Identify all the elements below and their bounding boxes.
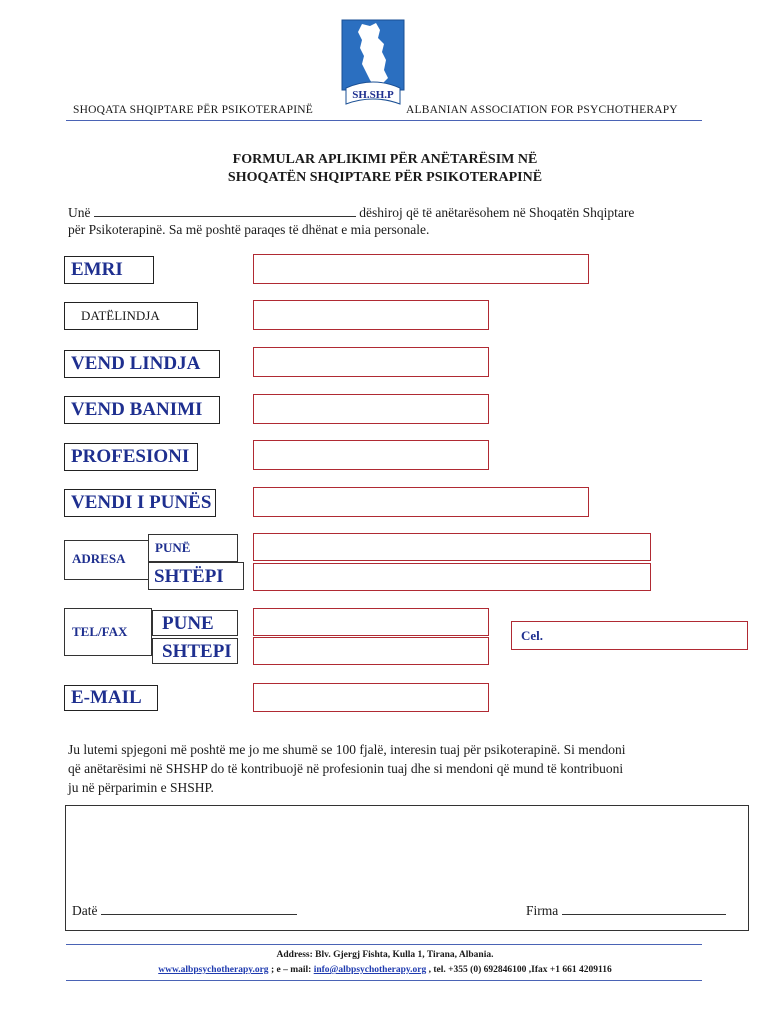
field-vendi-punes[interactable]: [253, 487, 589, 517]
label-profesioni-text: PROFESIONI: [71, 446, 190, 467]
label-vend-lindja: [64, 350, 220, 378]
instructions-line3: ju në përparimin e SHSHP.: [68, 780, 214, 795]
footer-address: Address: Blv. Gjergj Fishta, Kulla 1, Tirana, Albania.: [276, 950, 494, 960]
shshp-logo: [340, 18, 406, 110]
intro-line2: për Psikoterapinë. Sa më poshtë paraqes të dhënat e mia personale.: [68, 222, 430, 237]
label-tel-pune: PUNE: [162, 613, 214, 634]
field-cel[interactable]: [511, 621, 748, 650]
label-emri: [64, 256, 154, 284]
label-adresa-pune: PUNË: [155, 540, 191, 555]
label-datelindja: [64, 302, 198, 330]
label-email: [64, 685, 158, 711]
date-label: Datë: [72, 903, 98, 918]
firma-line: [526, 902, 726, 919]
date-line: [72, 902, 297, 919]
firma-blank[interactable]: [562, 902, 726, 915]
field-tel-pune[interactable]: [253, 608, 489, 636]
label-adresa: ADRESA: [72, 551, 126, 566]
footer-email-link[interactable]: info@albpsychotherapy.org: [313, 965, 427, 975]
label-datelindja-text: DATËLINDJA: [81, 308, 160, 323]
label-telfax: TEL/FAX: [72, 624, 128, 639]
label-vendi-punes: [64, 489, 216, 517]
label-profesioni: [64, 443, 198, 471]
intro-prefix: Unë: [68, 205, 91, 220]
footer-sep: ; e – mail:: [268, 965, 314, 975]
field-vend-lindja[interactable]: [253, 347, 489, 377]
field-vend-banimi[interactable]: [253, 394, 489, 424]
form-title-line1: FORMULAR APLIKIMI PËR ANËTARËSIM NË: [232, 152, 538, 167]
header-right-title: ALBANIAN ASSOCIATION FOR PSYCHOTHERAPY: [406, 104, 678, 116]
label-vendi-punes-text: VENDI I PUNËS: [71, 492, 212, 513]
label-vend-banimi: [64, 396, 220, 424]
header-left-title: SHOQATA SHQIPTARE PËR PSIKOTERAPINË: [73, 104, 313, 116]
instructions-line1: Ju lutemi spjegoni më poshtë me jo me shumë se 100 fjalë, interesin tuaj për psikoterapinë. Si mendoni: [68, 742, 626, 757]
label-emri-text: EMRI: [71, 259, 123, 280]
label-adresa-shtepi: SHTËPI: [154, 566, 224, 587]
field-adresa-pune[interactable]: [253, 533, 651, 561]
footer-tel: , tel. +355 (0) 692846100 ,Ifax +1 661 4209116: [426, 965, 612, 975]
field-tel-shtepi[interactable]: [253, 637, 489, 665]
label-cel: Cel.: [521, 628, 544, 643]
field-email[interactable]: [253, 683, 489, 712]
field-emri[interactable]: [253, 254, 589, 284]
field-profesioni[interactable]: [253, 440, 489, 470]
svg-text:SH.SH.P: SH.SH.P: [352, 89, 394, 101]
header-divider: [66, 120, 702, 121]
footer-website-link[interactable]: www.albpsychotherapy.org: [158, 965, 269, 975]
footer-contacts: [0, 965, 770, 975]
label-tel-shtepi: SHTEPI: [162, 641, 232, 662]
intro-suffix: dëshiroj që të anëtarësohem në Shoqatën Shqiptare: [359, 205, 635, 220]
form-title-line2: SHOQATËN SHQIPTARE PËR PSIKOTERAPINË: [227, 170, 543, 185]
date-blank[interactable]: [101, 902, 297, 915]
field-adresa-shtepi[interactable]: [253, 563, 651, 591]
footer-divider-top: [66, 944, 702, 945]
label-email-text: E-MAIL: [71, 687, 142, 708]
label-vend-banimi-text: VEND BANIMI: [71, 399, 203, 420]
footer-divider-bottom: [66, 980, 702, 981]
firma-label: Firma: [526, 903, 559, 918]
label-vend-lindja-text: VEND LINDJA: [71, 353, 201, 374]
instructions-line2: që anëtarësimi në SHSHP do të kontribuojë në profesionin tuaj dhe si mendoni që mund të kontribuoni: [68, 761, 624, 776]
intro-line1: [68, 204, 634, 221]
name-blank-line[interactable]: [94, 204, 356, 217]
field-datelindja[interactable]: [253, 300, 489, 330]
